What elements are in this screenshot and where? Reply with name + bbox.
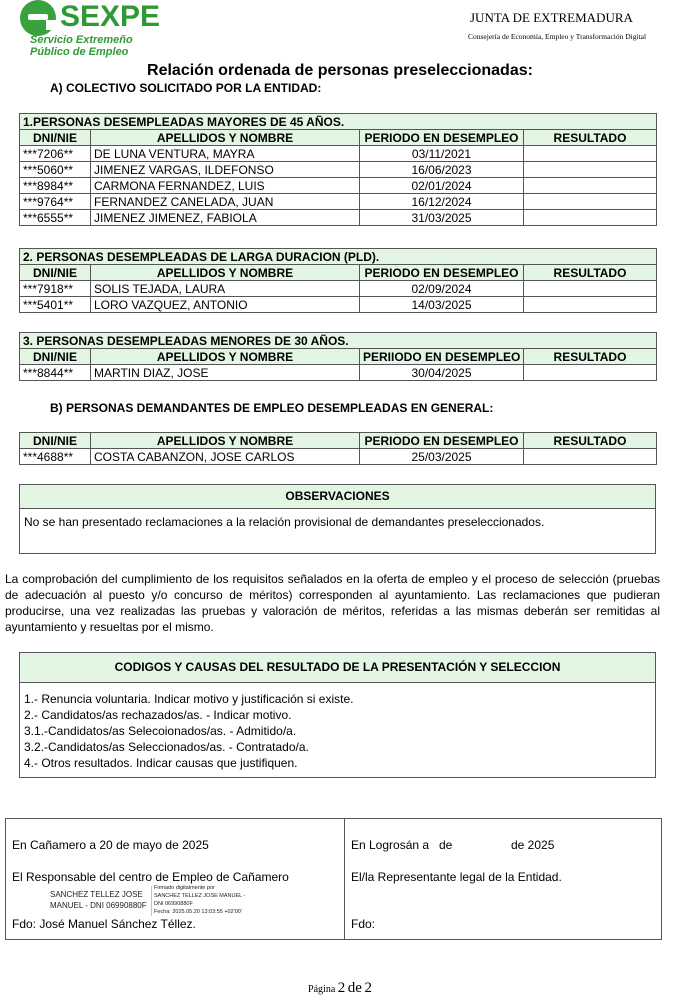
right-place-year: de 2025 — [511, 838, 555, 852]
digital-signature-name-2: MANUEL - DNI 06990880F — [50, 901, 147, 910]
digital-signature-name-1: SANCHEZ TELLEZ JOSE — [50, 890, 143, 899]
cell-result — [524, 365, 657, 381]
cell-result — [524, 194, 657, 210]
column-header-name: APELLIDOS Y NOMBRE — [91, 130, 360, 146]
sexpe-logo-icon — [20, 0, 56, 36]
observaciones-title: OBSERVACIONES — [20, 485, 655, 509]
cell-dni: ***8844** — [20, 365, 91, 381]
cell-dni: ***8984** — [20, 178, 91, 194]
column-header-result: RESULTADO — [524, 433, 657, 449]
cell-name: JIMENEZ VARGAS, ILDEFONSO — [91, 162, 360, 178]
column-header-period: PERIIODO EN DESEMPLEO — [360, 349, 524, 365]
page-title: Relación ordenada de personas preseleccionadas: — [147, 62, 533, 79]
footer-de: de — [347, 980, 362, 996]
cell-period: 02/01/2024 — [360, 178, 524, 194]
footer-pagina: Página — [308, 984, 336, 995]
codigos-box — [19, 652, 656, 778]
digital-signature-meta-3: DNI 06990880F — [154, 901, 193, 907]
cell-result — [524, 210, 657, 226]
left-place-date: En Cañamero a 20 de mayo de 2025 — [12, 838, 209, 852]
cell-dni: ***5401** — [20, 297, 91, 313]
table-row — [20, 210, 657, 226]
column-header-period: PERIODO EN DESEMPLEO — [360, 433, 524, 449]
cell-period: 31/03/2025 — [360, 210, 524, 226]
cell-name: JIMENEZ JIMENEZ, FABIOLA — [91, 210, 360, 226]
column-header-result: RESULTADO — [524, 349, 657, 365]
table-larga-duracion — [19, 248, 657, 313]
cell-dni: ***6555** — [20, 210, 91, 226]
column-header-period: PERIODO EN DESEMPLEO — [360, 265, 524, 281]
right-place-de: de — [439, 838, 453, 852]
cell-result — [524, 281, 657, 297]
table-row — [20, 146, 657, 162]
signature-divider — [344, 819, 345, 939]
codigos-title: CODIGOS Y CAUSAS DEL RESULTADO DE LA PRESENTACIÓN Y SELECCION — [20, 653, 655, 683]
cell-period: 25/03/2025 — [360, 449, 524, 465]
column-header-period: PERIODO EN DESEMPLEO — [360, 130, 524, 146]
digital-signature-meta-1: Firmado digitalmente por — [154, 885, 215, 891]
cell-dni: ***5060** — [20, 162, 91, 178]
cell-dni: ***4688** — [20, 449, 91, 465]
cell-period: 16/06/2023 — [360, 162, 524, 178]
column-header-name: APELLIDOS Y NOMBRE — [91, 349, 360, 365]
table-row — [20, 365, 657, 381]
cell-dni: ***7206** — [20, 146, 91, 162]
observaciones-text: No se han presentado reclamaciones a la relación provisional de demandantes preseleccionados. — [24, 515, 545, 529]
table-group-title: 1.PERSONAS DESEMPLEADAS MAYORES DE 45 AÑOS. — [20, 114, 657, 130]
cell-result — [524, 297, 657, 313]
cell-dni: ***9764** — [20, 194, 91, 210]
codigos-list — [20, 683, 655, 771]
cell-period: 16/12/2024 — [360, 194, 524, 210]
column-header-dni: DNI/NIE — [20, 130, 91, 146]
cell-result — [524, 146, 657, 162]
section-a-heading: A) COLECTIVO SOLICITADO POR LA ENTIDAD: — [50, 81, 322, 95]
table-group-title: 3. PERSONAS DESEMPLEADAS MENORES DE 30 AÑOS. — [20, 333, 657, 349]
table-menores-30 — [19, 332, 657, 381]
observaciones-box — [19, 484, 656, 554]
footer-total-pages: 2 — [364, 980, 372, 996]
table-row — [20, 281, 657, 297]
cell-period: 03/11/2021 — [360, 146, 524, 162]
table-group-title: 2. PERSONAS DESEMPLEADAS DE LARGA DURACION (PLD). — [20, 249, 657, 265]
cell-name: FERNANDEZ CANELADA, JUAN — [91, 194, 360, 210]
table-row — [20, 162, 657, 178]
cell-name: LORO VAZQUEZ, ANTONIO — [91, 297, 360, 313]
table-row — [20, 194, 657, 210]
digital-signature-meta-4: Fecha: 2025.05.20 13:03:55 +02'00' — [154, 909, 242, 915]
list-item: 3.1.-Candidatos/as Selecoionados/as. - Admitido/a. — [24, 724, 297, 738]
cell-period: 30/04/2025 — [360, 365, 524, 381]
digital-signature-meta-2: SANCHEZ TELLEZ JOSE MANUEL - — [154, 893, 246, 899]
list-item: 3.2.-Candidatos/as Seleccionados/as. - Contratado/a. — [24, 740, 309, 754]
cell-result — [524, 178, 657, 194]
column-header-dni: DNI/NIE — [20, 265, 91, 281]
digital-signature-separator — [151, 886, 152, 916]
cell-result — [524, 162, 657, 178]
table-mayores-45 — [19, 113, 657, 226]
column-header-name: APELLIDOS Y NOMBRE — [91, 265, 360, 281]
cell-result — [524, 449, 657, 465]
cell-period: 02/09/2024 — [360, 281, 524, 297]
info-paragraph: La comprobación del cumplimiento de los requisitos señalados en la oferta de empleo y el proceso de selección (pruebas de adecuación al puesto y/o concurso de méritos) corresponden al ayuntamiento. Las reclamaciones que pudieran producirse, una vez realizadas las pruebas y valoración de méritos, referidas a las mismas deberán ser remitidas al ayuntamiento y resueltas por el mismo. — [5, 572, 660, 634]
table-desempleados-general — [19, 432, 657, 465]
column-header-name: APELLIDOS Y NOMBRE — [91, 433, 360, 449]
table-row — [20, 178, 657, 194]
table-row — [20, 449, 657, 465]
list-item: 2.- Candidatos/as rechazados/as. - Indicar motivo. — [24, 708, 292, 722]
section-b-heading: B) PERSONAS DEMANDANTES DE EMPLEO DESEMPLEADAS EN GENERAL: — [50, 401, 494, 415]
column-header-dni: DNI/NIE — [20, 433, 91, 449]
cell-dni: ***7918** — [20, 281, 91, 297]
column-header-result: RESULTADO — [524, 265, 657, 281]
logo-subtitle-line-1: Servicio Extremeño — [30, 34, 133, 46]
list-item: 4.- Otros resultados. Indicar causas que justifiquen. — [24, 756, 298, 770]
column-header-dni: DNI/NIE — [20, 349, 91, 365]
logo-subtitle-line-2: Público de Empleo — [30, 46, 129, 58]
left-role: El Responsable del centro de Empleo de Cañamero — [12, 870, 289, 884]
cell-name: MARTIN DIAZ, JOSE — [91, 365, 360, 381]
cell-period: 14/03/2025 — [360, 297, 524, 313]
right-place-prefix: En Logrosán a — [351, 838, 430, 852]
signature-block — [5, 818, 662, 940]
list-item: 1.- Renuncia voluntaria. Indicar motivo y justificación si existe. — [24, 692, 354, 706]
right-role: El/la Representante legal de la Entidad. — [351, 870, 562, 884]
sexpe-logo-text: SEXPE — [60, 0, 161, 33]
table-row — [20, 297, 657, 313]
consejeria-header: Consejería de Economía, Empleo y Transformación Digital — [468, 32, 647, 41]
cell-name: SOLIS TEJADA, LAURA — [91, 281, 360, 297]
junta-header: JUNTA DE EXTREMADURA — [470, 10, 633, 25]
cell-name: DE LUNA VENTURA, MAYRA — [91, 146, 360, 162]
page-footer — [0, 979, 680, 999]
column-header-result: RESULTADO — [524, 130, 657, 146]
cell-name: CARMONA FERNANDEZ, LUIS — [91, 178, 360, 194]
right-fdo: Fdo: — [351, 917, 376, 931]
sexpe-logo-subtitle — [30, 34, 133, 58]
left-fdo: Fdo: José Manuel Sánchez Téllez. — [12, 917, 196, 931]
footer-page-number: 2 — [337, 980, 346, 996]
cell-name: COSTA CABANZON, JOSE CARLOS — [91, 449, 360, 465]
